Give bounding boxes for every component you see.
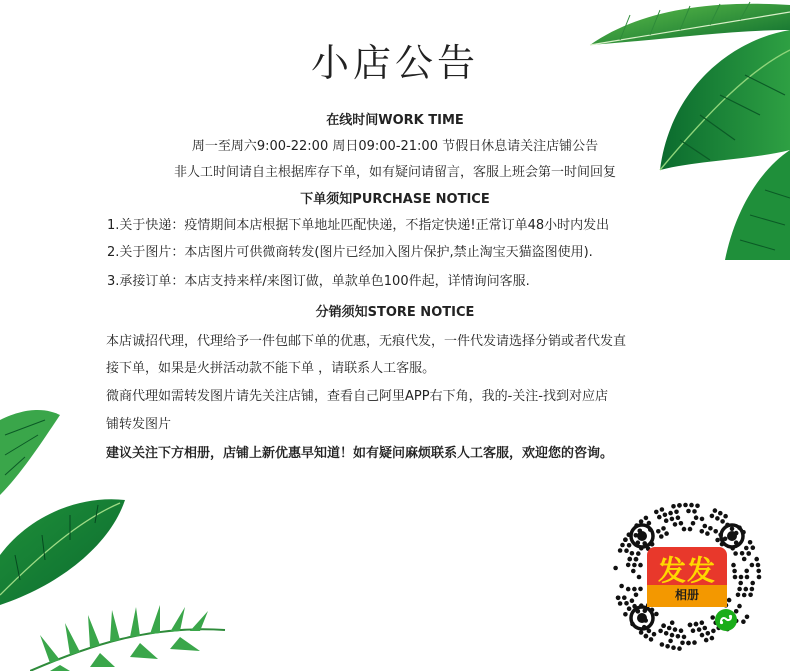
work-time-hours: 周一至周六9:00-22:00 周日09:00-21:00 节假日休息请关注店铺公告: [191, 139, 599, 154]
page-title: 小店公告: [310, 41, 479, 85]
purchase-notice-item: 3.承接订单：本店支持来样/来图订做，单款单色100件起，详情询问客服.: [107, 274, 530, 289]
work-time-heading: 在线时间WORK TIME: [326, 113, 464, 128]
qr-badge-main-text: 发发: [657, 554, 716, 587]
store-notice-highlight: 建议关注下方相册，店铺上新优惠早知道！如有疑问麻烦联系人工客服，欢迎您的咨询。: [106, 446, 614, 461]
store-notice-heading: 分销须知STORE NOTICE: [315, 305, 475, 320]
mini-program-qr-code[interactable]: [606, 496, 768, 658]
purchase-notice-heading: 下单须知PURCHASE NOTICE: [300, 192, 490, 207]
mini-program-icon: [714, 608, 738, 632]
store-notice-line: 微商代理如需转发图片请先关注店铺，查看自己阿里APP右下角，我的-关注-找到对应店: [106, 389, 608, 404]
work-time-off-hours: 非人工时间请自主根据库存下单，如有疑问请留言，客服上班会第一时间回复: [173, 165, 616, 180]
qr-badge-sub-text: 相册: [674, 588, 699, 602]
purchase-notice-item: 1.关于快递：疫情期间本店根据下单地址匹配快递，不指定快递!正常订单48小时内发出: [107, 218, 610, 233]
store-notice-line: 铺转发图片: [106, 417, 172, 432]
store-notice-line: 接下单，如果是火拼活动款不能下单 ，请联系人工客服。: [106, 361, 436, 376]
store-notice-line: 本店诚招代理，代理给予一件包邮下单的优惠，无痕代发，一件代发请选择分销或者代发直: [106, 334, 627, 349]
purchase-notice-item: 2.关于图片：本店图片可供微商转发(图片已经加入图片保护,禁止淘宝天猫盗图使用).: [107, 245, 593, 260]
leaf-decoration-bottom: [30, 605, 230, 671]
